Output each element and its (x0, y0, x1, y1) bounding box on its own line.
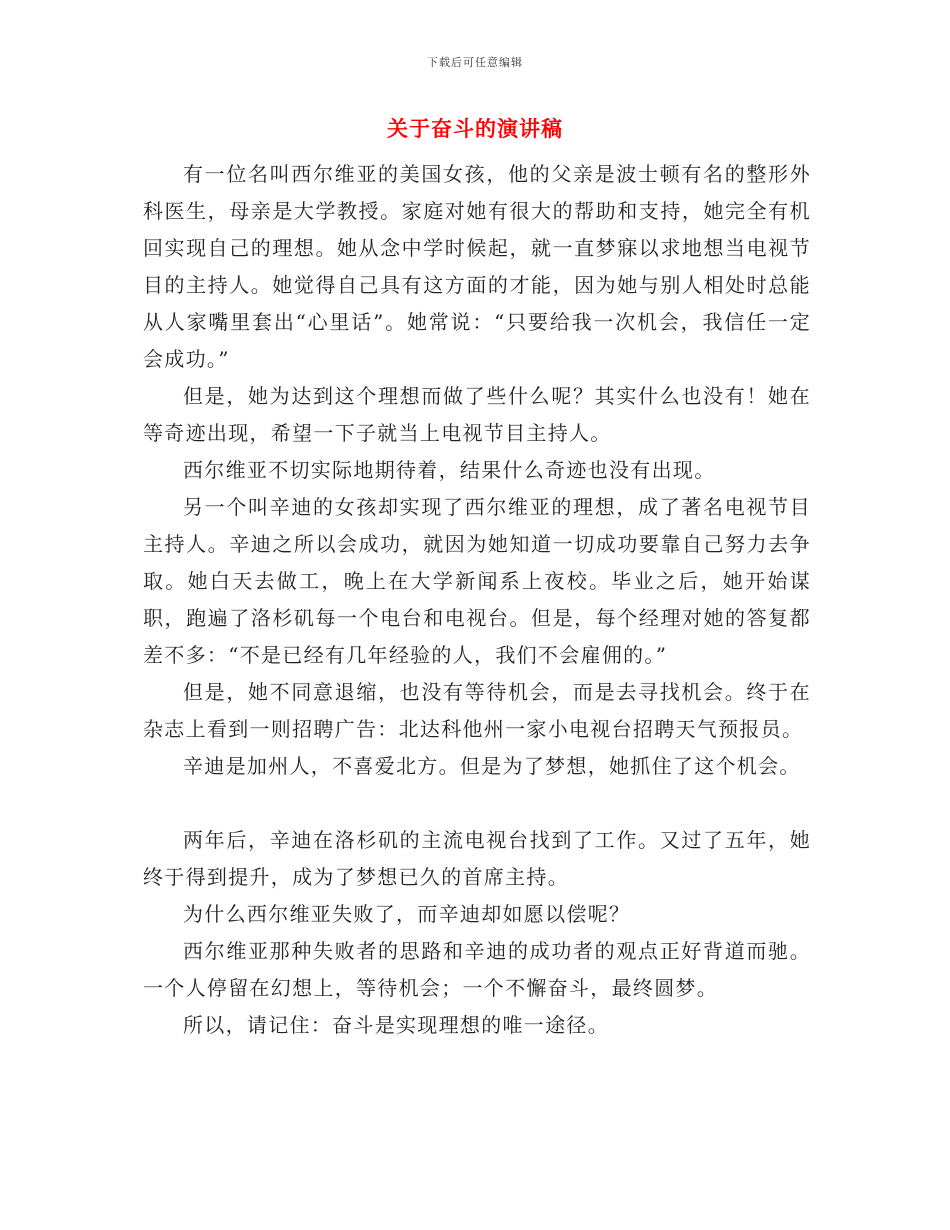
paragraph-6: 辛迪是加州人，不喜爱北方。但是为了梦想，她抓住了这个机会。 (183, 754, 801, 778)
paragraph-3: 西尔维亚不切实际地期待着，结果什么奇迹也没有出现。 (183, 458, 716, 482)
paragraph-5: 但是，她不同意退缩，也没有等待机会，而是去寻找机会。终于在杂志上看到一则招聘广告：北达科他州一家小电视台招聘天气预报员。 (143, 680, 811, 741)
paragraph-2: 但是，她为达到这个理想而做了些什么呢？其实什么也没有！她在等奇迹出现，希望一下子就当上电视节目主持人。 (143, 384, 811, 445)
paragraph-8: 为什么西尔维亚失败了，而辛迪却如愿以偿呢？ (183, 902, 631, 926)
document-body (143, 156, 811, 1044)
paragraph-9: 西尔维亚那种失败者的思路和辛迪的成功者的观点正好背道而驰。一个人停留在幻想上，等待机会；一个不懈奋斗，最终圆梦。 (143, 939, 811, 1000)
paragraph-7: 两年后，辛迪在洛杉矶的主流电视台找到了工作。又过了五年，她终于得到提升，成为了梦想已久的首席主持。 (143, 828, 811, 889)
paragraph-10: 所以，请记住：奋斗是实现理想的唯一途径。 (183, 1013, 609, 1037)
paragraph-4: 另一个叫辛迪的女孩却实现了西尔维亚的理想，成了著名电视节目主持人。辛迪之所以会成功，就因为她知道一切成功要靠自己努力去争取。她白天去做工，晚上在大学新闻系上夜校。毕业之后，她开始谋职，跑遍了洛杉矶每一个电台和电视台。但是，每个经理对她的答复都差不多：“不是已经有几年经验的人，我们不会雇佣的。” (143, 495, 811, 667)
page-header-note: 下载后可任意编辑 (427, 56, 523, 69)
paragraph-spacer (143, 785, 811, 822)
document-title: 关于奋斗的演讲稿 (387, 116, 563, 141)
paragraph-1: 有一位名叫西尔维亚的美国女孩，他的父亲是波士顿有名的整形外科医生，母亲是大学教授。家庭对她有很大的帮助和支持，她完全有机回实现自己的理想。她从念中学时候起，就一直梦寐以求地想当电视节目的主持人。她觉得自己具有这方面的才能，因为她与别人相处时总能从人家嘴里套出“心里话”。她常说：“只要给我一次机会，我信任一定会成功。” (143, 162, 811, 371)
